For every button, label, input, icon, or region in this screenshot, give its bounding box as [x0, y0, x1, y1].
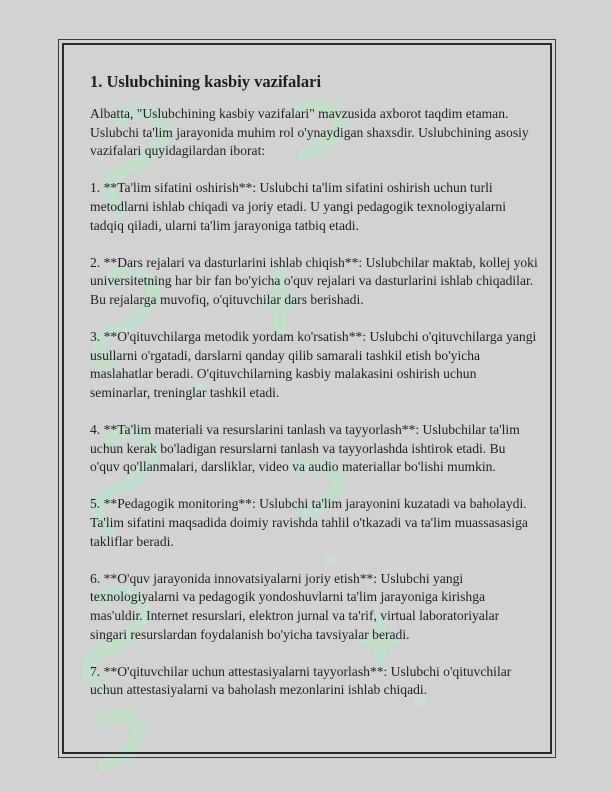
list-item: 1. **Ta'lim sifatini oshirish**: Uslubchi ta'lim sifatini oshirish uchun turli metodlarni ishlab chiqadi va joriy etadi. U yangi pedagogik texnologiyalarni tadqiq qiladi, ularni ta'lim jarayoniga tatbiq etadi. [90, 180, 507, 233]
document-title: 1. Uslubchining kasbiy vazifalari [90, 72, 322, 91]
list-item: 5. **Pedagogik monitoring**: Uslubchi ta'lim jarayonini kuzatadi va baholaydi. Ta'lim sifatini maqsadida doimiy ravishda tahlil o'tkazadi va ta'lim muassasasiga takliflar beradi. [90, 496, 528, 549]
list-item: 3. **O'qituvchilarga metodik yordam ko'rsatish**: Uslubchi o'qituvchilarga yangi usullarni o'rgatadi, darslarni qanday qilib samarali tashkil etish bo'yicha maslahatlar beradi. O'qituvchilarning kasbiy malakasini oshirish uchun seminarlar, treninglar tashkil etadi. [90, 329, 537, 400]
list-item: 7. **O'qituvchilar uchun attestasiyalarni tayyorlash**: Uslubchi o'qituvchilar uchun attestasiyalarni va baholash mezonlarini ishlab chiqadi. [90, 663, 512, 698]
list-item: 2. **Dars rejalari va dasturlarini ishlab chiqish**: Uslubchilar maktab, kollej yoki universitetning har bir fan bo'yicha o'quv rejalari va dasturlarini ishlab chiqadilar. Bu rejalarga muvofiq, o'qituvchilar dars berishadi. [90, 254, 538, 307]
intro-paragraph: Albatta, "Uslubchining kasbiy vazifalari" mavzusida axborot taqdim etaman. Uslubchi ta'lim jarayonida muhim rol o'ynaydigan shaxsdir. Uslubchining asosiy vazifalari quyidagilardan iborat: [90, 106, 529, 159]
list-item: 4. **Ta'lim materiali va resurslarini tanlash va tayyorlash**: Uslubchilar ta'lim uchun kerak bo'ladigan resurslarni tanlash va tayyorlashda ishtirok etadi. Bu o'quv qo'llanmalari, darsliklar, video va audio materiallar bo'lishi mumkin. [90, 422, 520, 475]
document-body [90, 68, 538, 719]
list-item: 6. **O'quv jarayonida innovatsiyalarni joriy etish**: Uslubchi yangi texnologiyalarni va pedagogik yondoshuvlarni ta'lim jarayoniga kirishga mas'uldir. Internet resurslari, elektron jurnal va ta'rif, virtual laboratoriyalar singari resurslardan foydalanish bo'yicha tavsiyalar beradi. [90, 570, 500, 642]
